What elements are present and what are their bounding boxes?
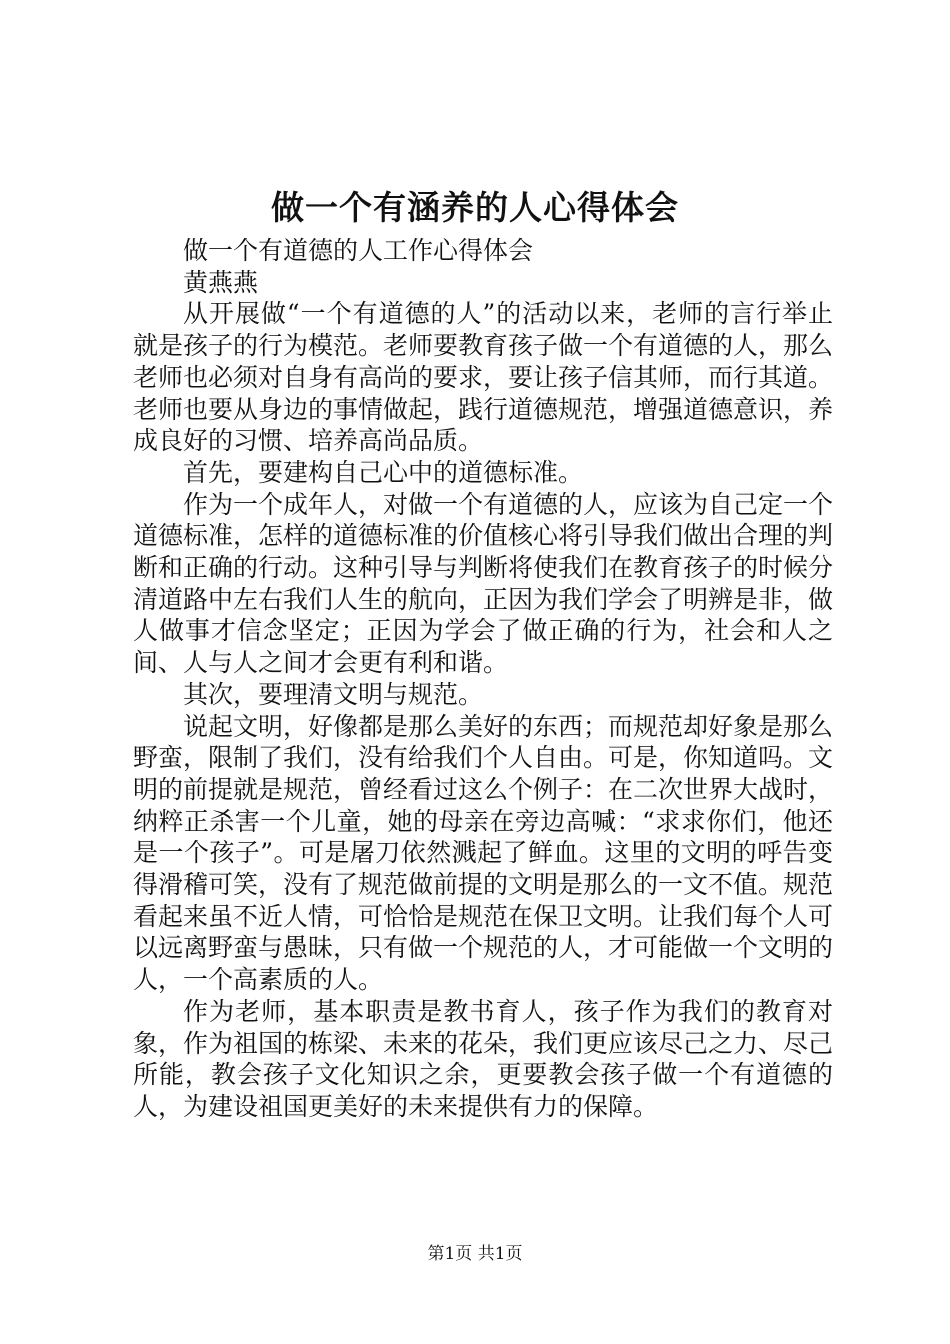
document-body <box>133 235 833 1123</box>
page-number-footer: 第1页 共1页 <box>427 1244 523 1264</box>
body-paragraph: 作为老师，基本职责是教书育人，孩子作为我们的教育对象，作为祖国的栋梁、未来的花朵，我们更应该尽己之力、尽己所能，教会孩子文化知识之余，更要教会孩子做一个有道德的人，为建设祖国更美好的未来提供有力的保障。 <box>133 996 834 1121</box>
body-paragraph: 作为一个成年人，对做一个有道德的人，应该为自己定一个道德标准，怎样的道德标准的价值核心将引导我们做出合理的判断和正确的行动。这种引导与判断将使我们在教育孩子的时候分清道路中左右我们人生的航向，正因为我们学会了明辨是非，做人做事才信念坚定；正因为学会了做正确的行为，社会和人之间、人与人之间才会更有利和谐。 <box>133 489 834 678</box>
author-paragraph: 黄燕燕 <box>183 267 259 297</box>
body-paragraph: 从开展做“一个有道德的人”的活动以来，老师的言行举止就是孩子的行为模范。老师要教育孩子做一个有道德的人，那么老师也必须对自身有高尚的要求，要让孩子信其师，而行其道。老师也要从身边的事情做起，践行道德规范，增强道德意识，养成良好的习惯、培养高尚品质。 <box>133 299 834 456</box>
subtitle-paragraph: 做一个有道德的人工作心得体会 <box>183 236 534 265</box>
document-title: 做一个有涵养的人心得体会 <box>271 188 679 227</box>
body-paragraph: 说起文明，好像都是那么美好的东西；而规范却好象是那么野蛮，限制了我们，没有给我们个人自由。可是，你知道吗。文明的前提就是规范，曾经看过这么个例子：在二次世界大战时，纳粹正杀害一个儿童，她的母亲在旁边高喊：“求求你们，他还是一个孩子”。可是屠刀依然溅起了鲜血。这里的文明的呼告变得滑稽可笑，没有了规范做前提的文明是那么的一文不值。规范看起来虽不近人情，可恰恰是规范在保卫文明。让我们每个人可以远离野蛮与愚昧，只有做一个规范的人，才可能做一个文明的人，一个高素质的人。 <box>133 711 834 995</box>
body-paragraph: 首先，要建构自己心中的道德标准。 <box>183 457 584 487</box>
body-paragraph: 其次，要理清文明与规范。 <box>183 679 484 709</box>
